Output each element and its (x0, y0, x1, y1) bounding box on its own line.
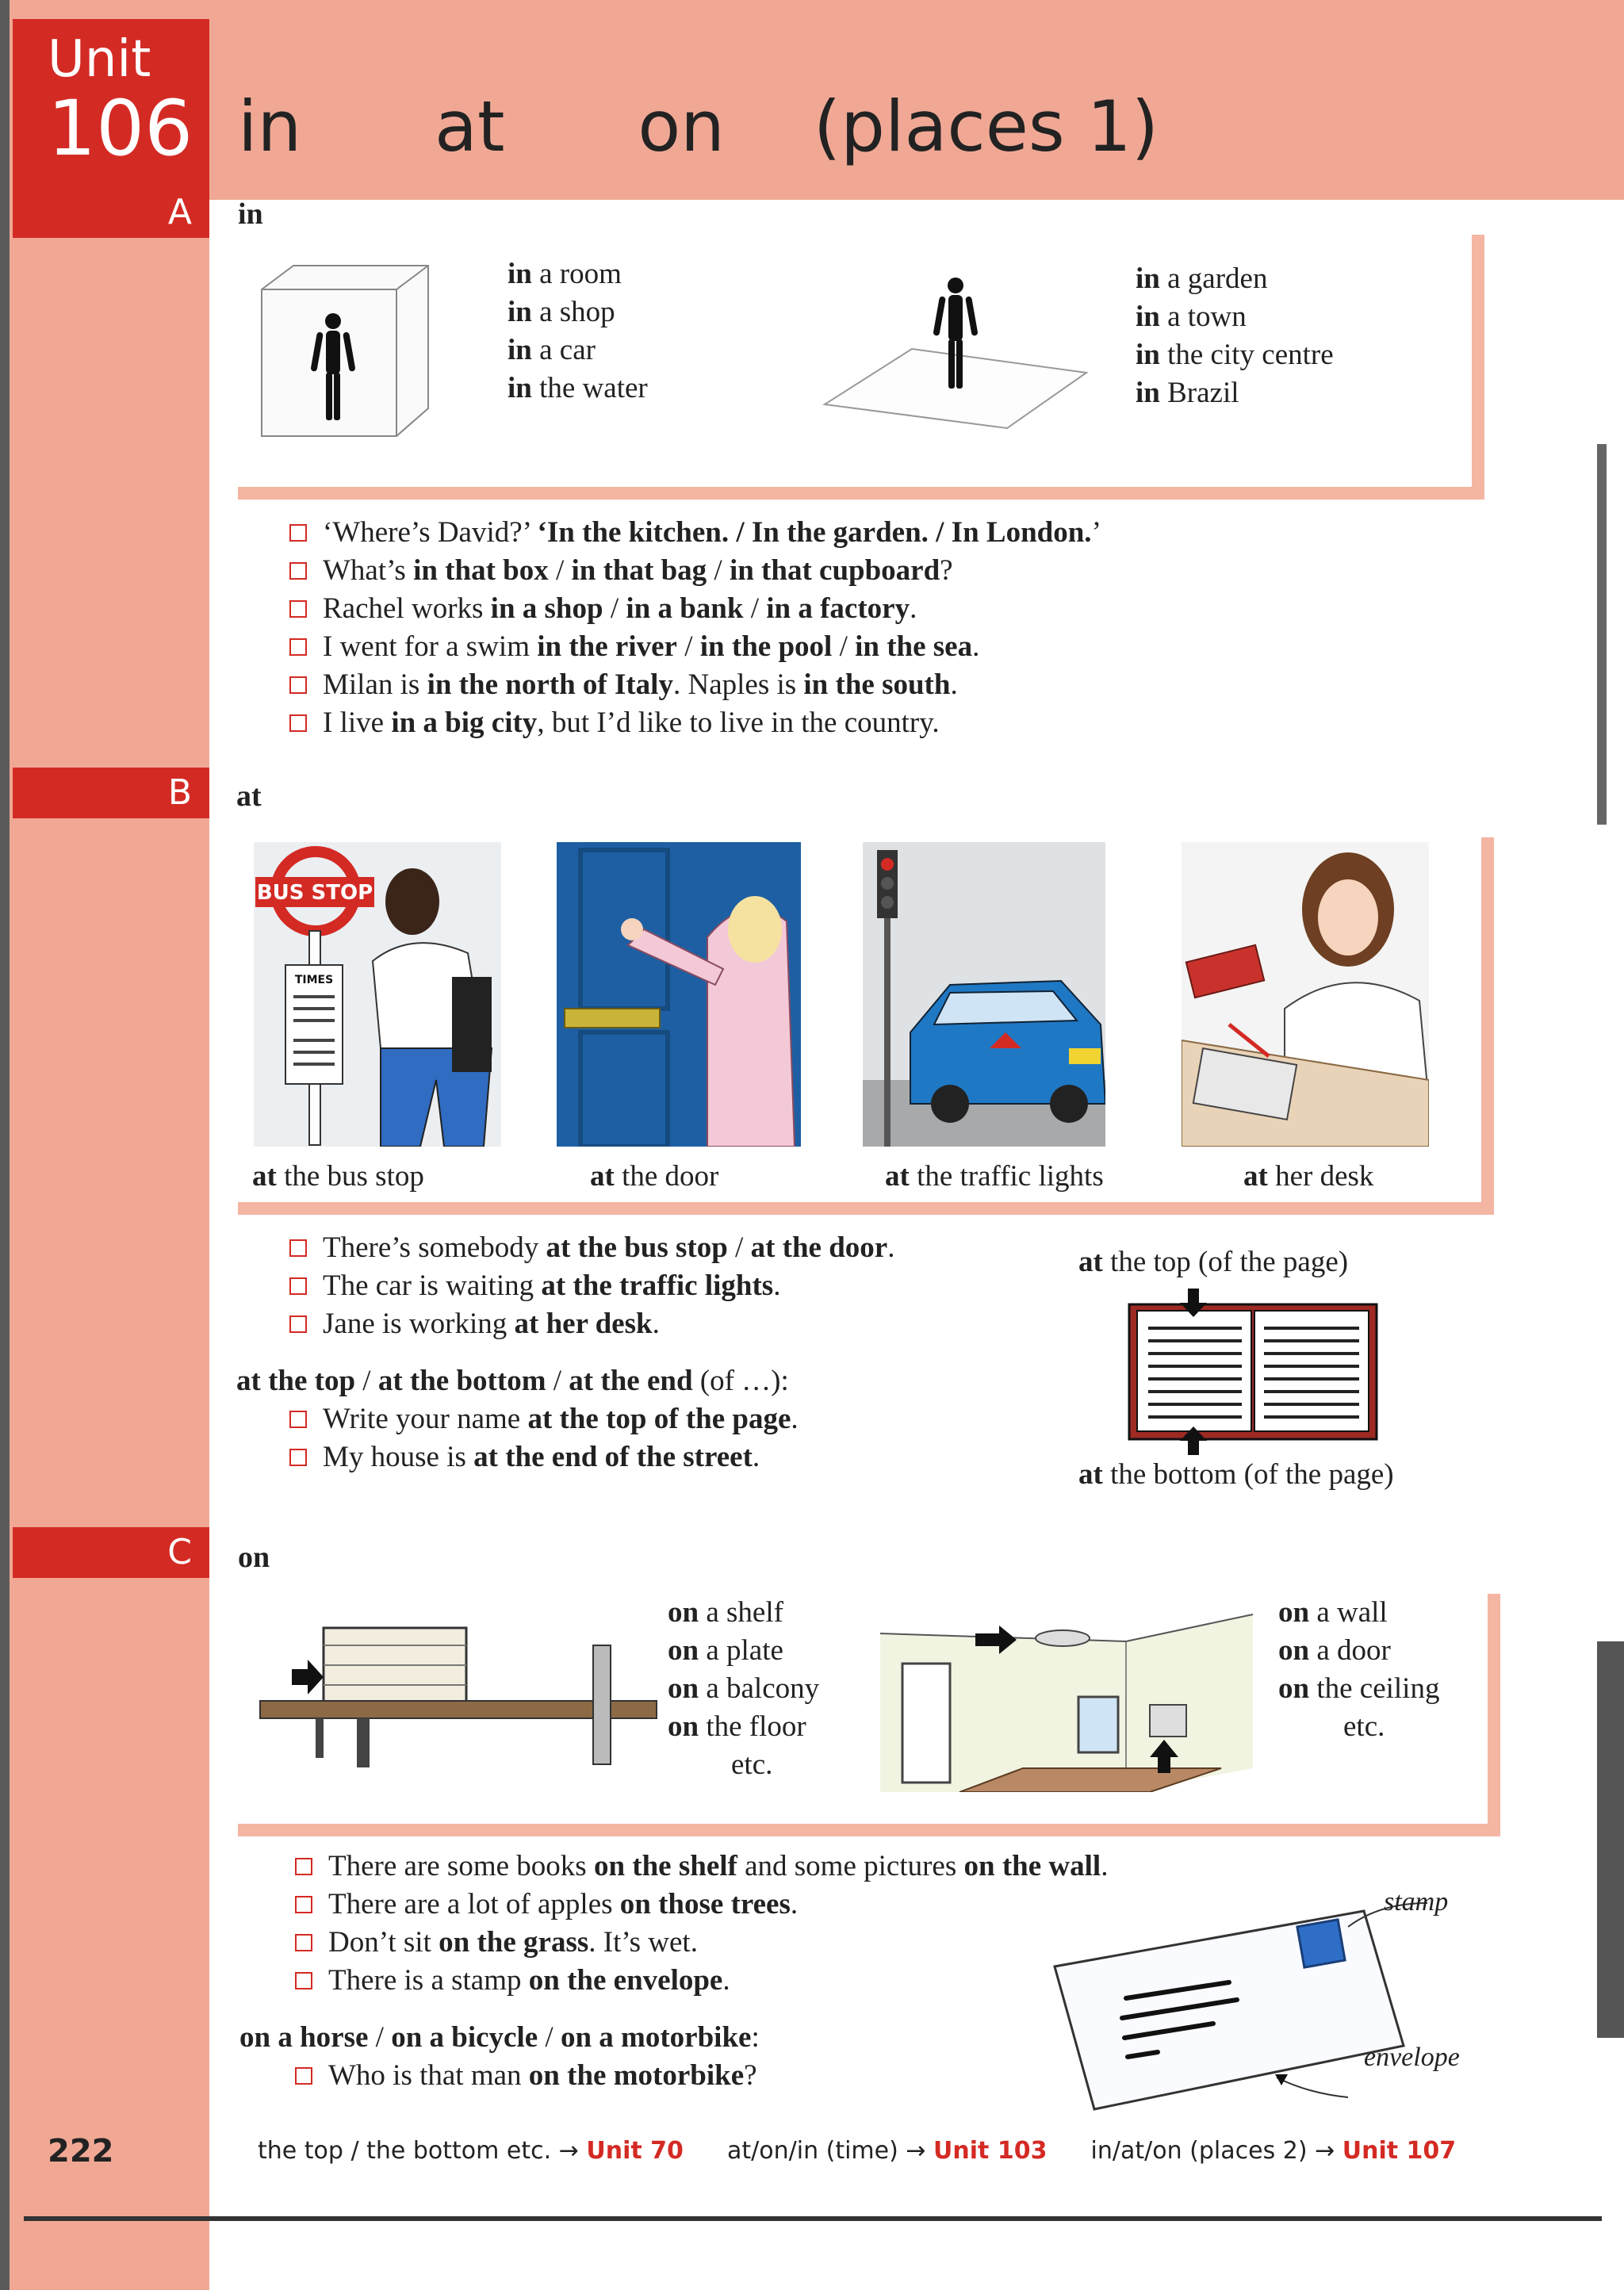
bold-phrase: in the south (803, 668, 951, 701)
bold-phrase: on the envelope (528, 1964, 723, 1997)
checkbox-icon (289, 676, 307, 694)
checkbox-icon (289, 714, 307, 732)
bold-phrase: in the north of Italy (427, 668, 673, 701)
checkbox-icon (295, 1858, 312, 1875)
bold-phrase: at the top of the page (527, 1403, 791, 1435)
on-list-2 (1278, 1594, 1439, 1746)
checkbox-icon (295, 1896, 312, 1913)
text-run: . Naples is (672, 668, 804, 701)
bold-phrase: in that bag (571, 554, 707, 587)
list-item (508, 255, 648, 293)
section-b-examples-2 (289, 1400, 799, 1476)
stamp-label: stamp (1384, 1887, 1449, 1917)
checkbox-icon (289, 1411, 307, 1428)
checkbox-icon (289, 638, 307, 656)
checkbox-icon (289, 1315, 307, 1333)
section-b-examples (289, 1229, 894, 1343)
on-list-1 (668, 1594, 819, 1784)
text-run: ’ (1091, 516, 1101, 549)
example-sentence (289, 666, 1101, 704)
example-sentence (289, 590, 1101, 628)
place: a door (1309, 1634, 1391, 1667)
unit-label: Unit (48, 30, 151, 89)
preposition: at (252, 1160, 277, 1193)
bold-phrase: at the end (569, 1365, 693, 1397)
place: Brazil (1159, 377, 1239, 409)
section-c-tab (13, 1527, 209, 1578)
bold-phrase: on those trees (619, 1888, 791, 1920)
section-a-tab (13, 187, 209, 238)
example-sentence (289, 1229, 894, 1267)
place: a balcony (699, 1672, 820, 1705)
text-run: the top (of the page) (1102, 1246, 1349, 1278)
ref-text: in/at/on (places 2) → (1090, 2137, 1342, 2165)
text-run: I live (323, 707, 392, 739)
text-run: / (368, 2021, 392, 2054)
envelope-illustration (1047, 1887, 1459, 2117)
list-item (508, 293, 648, 331)
text-run: . It’s wet. (588, 1926, 698, 1959)
text-run: and some pictures (737, 1850, 964, 1882)
ref-link[interactable]: Unit 70 (586, 2137, 684, 2165)
text-run: . (722, 1964, 730, 1997)
example-sentence (289, 514, 1101, 552)
preposition: in (508, 334, 532, 366)
text-run: : (751, 2021, 760, 2054)
text-run: / (676, 630, 700, 663)
section-a-examples (289, 514, 1101, 742)
place: a car (531, 334, 596, 366)
list-item (1278, 1594, 1439, 1632)
example-sentence (289, 1400, 799, 1438)
ref-link[interactable]: Unit 107 (1342, 2137, 1457, 2165)
bold-phrase: at the end of the street (473, 1441, 753, 1473)
caption-text: the door (614, 1160, 719, 1193)
checkbox-icon (289, 562, 307, 580)
text-run: / (546, 1365, 569, 1397)
place: the city centre (1159, 339, 1334, 371)
caption-text: her desk (1267, 1160, 1374, 1193)
example-sentence (295, 1848, 1108, 1886)
checkbox-icon (289, 1277, 307, 1295)
text-run: . (791, 1403, 799, 1435)
checkbox-icon (295, 1972, 312, 1989)
preposition: in (1136, 377, 1160, 409)
bold-phrase: in the sea (855, 630, 973, 663)
text-run: ‘Where’s David?’ (323, 516, 538, 549)
room-illustration (864, 1610, 1259, 1792)
etc-label: etc. (731, 1748, 773, 1781)
text-run: . (910, 592, 917, 625)
text-run: / (832, 630, 856, 663)
garden-area-illustration (817, 262, 1094, 436)
text-run: There is a stamp (328, 1964, 529, 1997)
bold-phrase: at the bottom (377, 1365, 546, 1397)
preposition: in (508, 296, 532, 328)
example-sentence (289, 1438, 799, 1476)
checkbox-icon (289, 1449, 307, 1466)
envelope-label: envelope (1364, 2043, 1460, 2072)
text-run: . (950, 668, 958, 701)
text-run: / (548, 554, 572, 587)
section-c-examples (295, 1848, 1108, 2000)
preposition: on (1278, 1596, 1310, 1629)
open-book-illustration (1126, 1289, 1380, 1455)
door-illustration (557, 842, 801, 1147)
list-item (668, 1708, 819, 1746)
ref-text: at/on/in (time) → (727, 2137, 934, 2165)
bold-phrase: at (1078, 1246, 1103, 1278)
caption-desk (1243, 1159, 1373, 1193)
checkbox-icon (295, 2067, 312, 2085)
preposition: in (1136, 301, 1160, 333)
text-run: . (773, 1269, 781, 1302)
bold-phrase: on the grass (439, 1926, 589, 1959)
text-run: I went for a swim (323, 630, 538, 663)
page-title: in at on (places 1) (238, 86, 1159, 167)
etc-label: etc. (1343, 1710, 1385, 1743)
list-item (668, 1670, 819, 1708)
preposition: in (1136, 339, 1160, 371)
in-list-1 (508, 255, 648, 408)
list-item (508, 331, 648, 370)
place: the water (531, 372, 648, 404)
book-top-caption (1078, 1245, 1348, 1279)
preposition: in (508, 372, 532, 404)
preposition: on (668, 1596, 699, 1629)
list-item (1278, 1632, 1439, 1670)
bold-phrase: at the top (236, 1365, 356, 1397)
text-run: . (972, 630, 980, 663)
bold-phrase: on a bicycle (391, 2021, 538, 2054)
section-letter: A (167, 192, 192, 232)
page-number: 222 (48, 2133, 114, 2169)
example-sentence (289, 552, 1101, 590)
at-top-bottom-heading (236, 1362, 789, 1400)
room-box-illustration (254, 258, 436, 448)
bold-phrase: at the door (750, 1231, 888, 1264)
text-run: / (603, 592, 626, 625)
list-item (1278, 1670, 1439, 1708)
list-item (668, 1632, 819, 1670)
text-run: / (743, 592, 767, 625)
example-sentence (289, 704, 1101, 742)
section-b-heading: at (236, 779, 262, 813)
bold-phrase: in that box (413, 554, 549, 587)
preposition: on (1278, 1634, 1310, 1667)
text-run: the bottom (of the page) (1102, 1458, 1394, 1491)
example-sentence (295, 1924, 1108, 1962)
bold-phrase: in the pool (699, 630, 833, 663)
text-run: ? (940, 554, 953, 587)
right-edge-mark (1597, 1641, 1624, 2038)
unit-number: 106 (48, 84, 193, 173)
place: the ceiling (1309, 1672, 1440, 1705)
text-run: Write your name (323, 1403, 528, 1435)
ref-link[interactable]: Unit 103 (933, 2137, 1048, 2165)
preposition: at (590, 1160, 615, 1193)
section-letter: C (167, 1532, 192, 1572)
section-a-heading: in (238, 197, 263, 231)
bold-phrase: in a bank (626, 592, 744, 625)
place: the floor (699, 1710, 806, 1743)
text-run: (of …): (692, 1365, 789, 1397)
text-run: There are some books (328, 1850, 594, 1882)
list-item (1136, 374, 1334, 412)
bold-phrase: in a big city (391, 707, 538, 739)
traffic-lights-illustration (863, 842, 1105, 1147)
list-item (1136, 260, 1334, 298)
preposition: on (668, 1634, 699, 1667)
bold-phrase: in the river (537, 630, 677, 663)
bold-phrase: at the bus stop (546, 1231, 728, 1264)
text-run: Milan is (323, 668, 427, 701)
checkbox-icon (289, 600, 307, 618)
bottom-rule (24, 2216, 1602, 2221)
book-bottom-caption (1078, 1457, 1394, 1492)
place: a shelf (699, 1596, 783, 1629)
text-run: Rachel works (323, 592, 491, 625)
preposition: at (885, 1160, 910, 1193)
text-run: / (727, 1231, 751, 1264)
bold-phrase: in a shop (490, 592, 603, 625)
caption-traffic-lights (885, 1159, 1104, 1193)
preposition: in (508, 258, 532, 290)
text-run: / (538, 2021, 561, 2054)
caption-text: the bus stop (276, 1160, 424, 1193)
place: a town (1159, 301, 1247, 333)
text-run: / (355, 1365, 378, 1397)
list-item (1136, 298, 1334, 336)
left-edge (0, 0, 10, 2290)
checkbox-icon (289, 524, 307, 542)
bold-phrase: on the motorbike (528, 2059, 745, 2092)
preposition: on (1278, 1672, 1310, 1705)
bold-phrase: on the wall (963, 1850, 1101, 1882)
bold-phrase: on the shelf (593, 1850, 737, 1882)
checkbox-icon (289, 1239, 307, 1257)
text-run: What’s (323, 554, 414, 587)
text-run: . (1101, 1850, 1109, 1882)
left-margin-band (0, 0, 209, 2290)
text-run: . (790, 1888, 799, 1920)
bold-phrase: on a motorbike (560, 2021, 752, 2054)
text-run: Don’t sit (328, 1926, 439, 1959)
list-item (668, 1594, 819, 1632)
section-letter: B (167, 772, 192, 813)
example-sentence (289, 1267, 894, 1305)
bold-phrase: in that cupboard (729, 554, 940, 587)
caption-door (590, 1159, 718, 1193)
cross-references (258, 2137, 1456, 2165)
text-run: . (887, 1231, 895, 1264)
preposition: on (668, 1672, 699, 1705)
checkbox-icon (295, 1934, 312, 1951)
bold-phrase: on a horse (239, 2021, 369, 2054)
text-run: The car is waiting (323, 1269, 542, 1302)
bus-stop-illustration (254, 842, 501, 1147)
text-run: ? (744, 2059, 757, 2092)
bold-phrase: in a factory (766, 592, 910, 625)
text-run: Who is that man (328, 2059, 529, 2092)
preposition: in (1136, 262, 1160, 295)
place: a shop (531, 296, 615, 328)
preposition: at (1243, 1160, 1268, 1193)
text-run: , but I’d like to live in the country. (537, 707, 940, 739)
bold-phrase: ‘In the kitchen. / In the garden. / In London. (537, 516, 1092, 549)
text-run: There’s somebody (323, 1231, 546, 1264)
text-run: . (652, 1308, 660, 1340)
section-c-examples-2 (295, 2057, 757, 2095)
right-edge-mark (1597, 444, 1607, 825)
shelf-illustration (252, 1622, 658, 1772)
list-item (1136, 336, 1334, 374)
text-run: Jane is working (323, 1308, 515, 1340)
example-sentence (289, 628, 1101, 666)
bus-stop-sign-text: BUS STOP (256, 881, 373, 905)
list-item (508, 370, 648, 408)
ref-text: the top / the bottom etc. → (258, 2137, 587, 2165)
text-run: / (707, 554, 730, 587)
example-sentence (295, 1962, 1108, 2000)
caption-text: the traffic lights (909, 1160, 1104, 1193)
desk-illustration (1182, 842, 1429, 1147)
example-sentence (289, 1305, 894, 1343)
place: a room (531, 258, 622, 290)
bold-phrase: at (1078, 1458, 1103, 1491)
text-run: There are a lot of apples (328, 1888, 620, 1920)
caption-bus-stop (252, 1159, 424, 1193)
text-run: My house is (323, 1441, 474, 1473)
preposition: on (668, 1710, 699, 1743)
timetable-label: TIMES (294, 974, 334, 986)
on-horse-heading (239, 2019, 760, 2057)
place: a wall (1309, 1596, 1388, 1629)
text-run: . (752, 1441, 760, 1473)
in-list-2 (1136, 260, 1334, 412)
bold-phrase: at the traffic lights (541, 1269, 774, 1302)
example-sentence (295, 2057, 757, 2095)
section-c-heading: on (238, 1541, 270, 1574)
place: a garden (1159, 262, 1268, 295)
place: a plate (699, 1634, 783, 1667)
section-b-tab (13, 768, 209, 818)
example-sentence (295, 1886, 1108, 1924)
bold-phrase: at her desk (514, 1308, 653, 1340)
